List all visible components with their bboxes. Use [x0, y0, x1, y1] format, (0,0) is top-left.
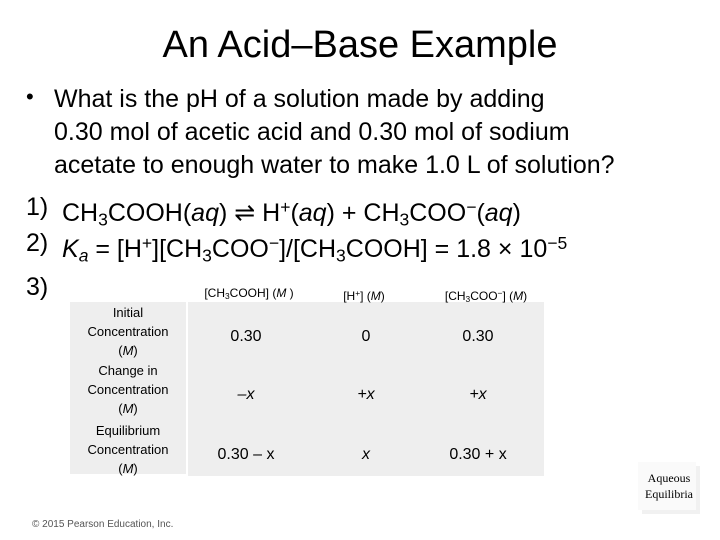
question-line-1: What is the pH of a solution made by adding — [54, 85, 545, 113]
step-number-1: 1) — [26, 193, 49, 221]
copyright-footer: © 2015 Pearson Education, Inc. — [32, 519, 174, 530]
table-header-acetate: $[CH_3COO^-]$ (M) — [444, 288, 528, 304]
ka-expression: $K_a$ = $[H^+][CH_3COO^-]/[CH_3COOH] = 1.8 \times 10^{-5}$ — [62, 233, 568, 266]
row-label-equilibrium: Equilibrium Concentration (M) — [87, 423, 169, 476]
cell-equilibrium-acetate: 0.30 + x — [449, 446, 507, 463]
row-label-initial: Initial Concentration (M) — [87, 305, 169, 358]
step-number-3: 3) — [26, 273, 49, 301]
table-header-acetic-acid: $[CH_3COOH]$ (M ) — [204, 286, 294, 302]
cell-change-hydronium: +x — [357, 386, 375, 403]
cell-equilibrium-hydronium: x — [362, 446, 370, 463]
cell-initial-acetic-acid: 0.30 — [230, 328, 262, 345]
cell-change-acetic-acid: –x — [237, 386, 255, 403]
chapter-label: Aqueous Equilibria — [645, 471, 693, 501]
question-line-2: 0.30 mol of acetic acid and 0.30 mol of sodium — [54, 118, 570, 146]
step-number-2: 2) — [26, 229, 49, 257]
cell-initial-acetate: 0.30 — [462, 328, 494, 345]
question-line-3: acetate to enough water to make 1.0 L of solution? — [54, 151, 615, 179]
bullet-icon: • — [26, 84, 34, 109]
slide-title: An Acid–Base Example — [162, 24, 558, 66]
cell-equilibrium-acetic-acid: 0.30 – x — [217, 446, 275, 463]
cell-change-acetate: +x — [469, 386, 487, 403]
row-label-change: Change in Concentration (M) — [87, 363, 169, 416]
equilibrium-equation: $CH_3COOH(aq)$ ⇌ $H^+(aq) + CH_3COO^-(aq)$ — [62, 197, 521, 230]
cell-initial-hydronium: 0 — [361, 328, 371, 345]
table-header-hydronium: [H+] (M) — [343, 288, 385, 303]
